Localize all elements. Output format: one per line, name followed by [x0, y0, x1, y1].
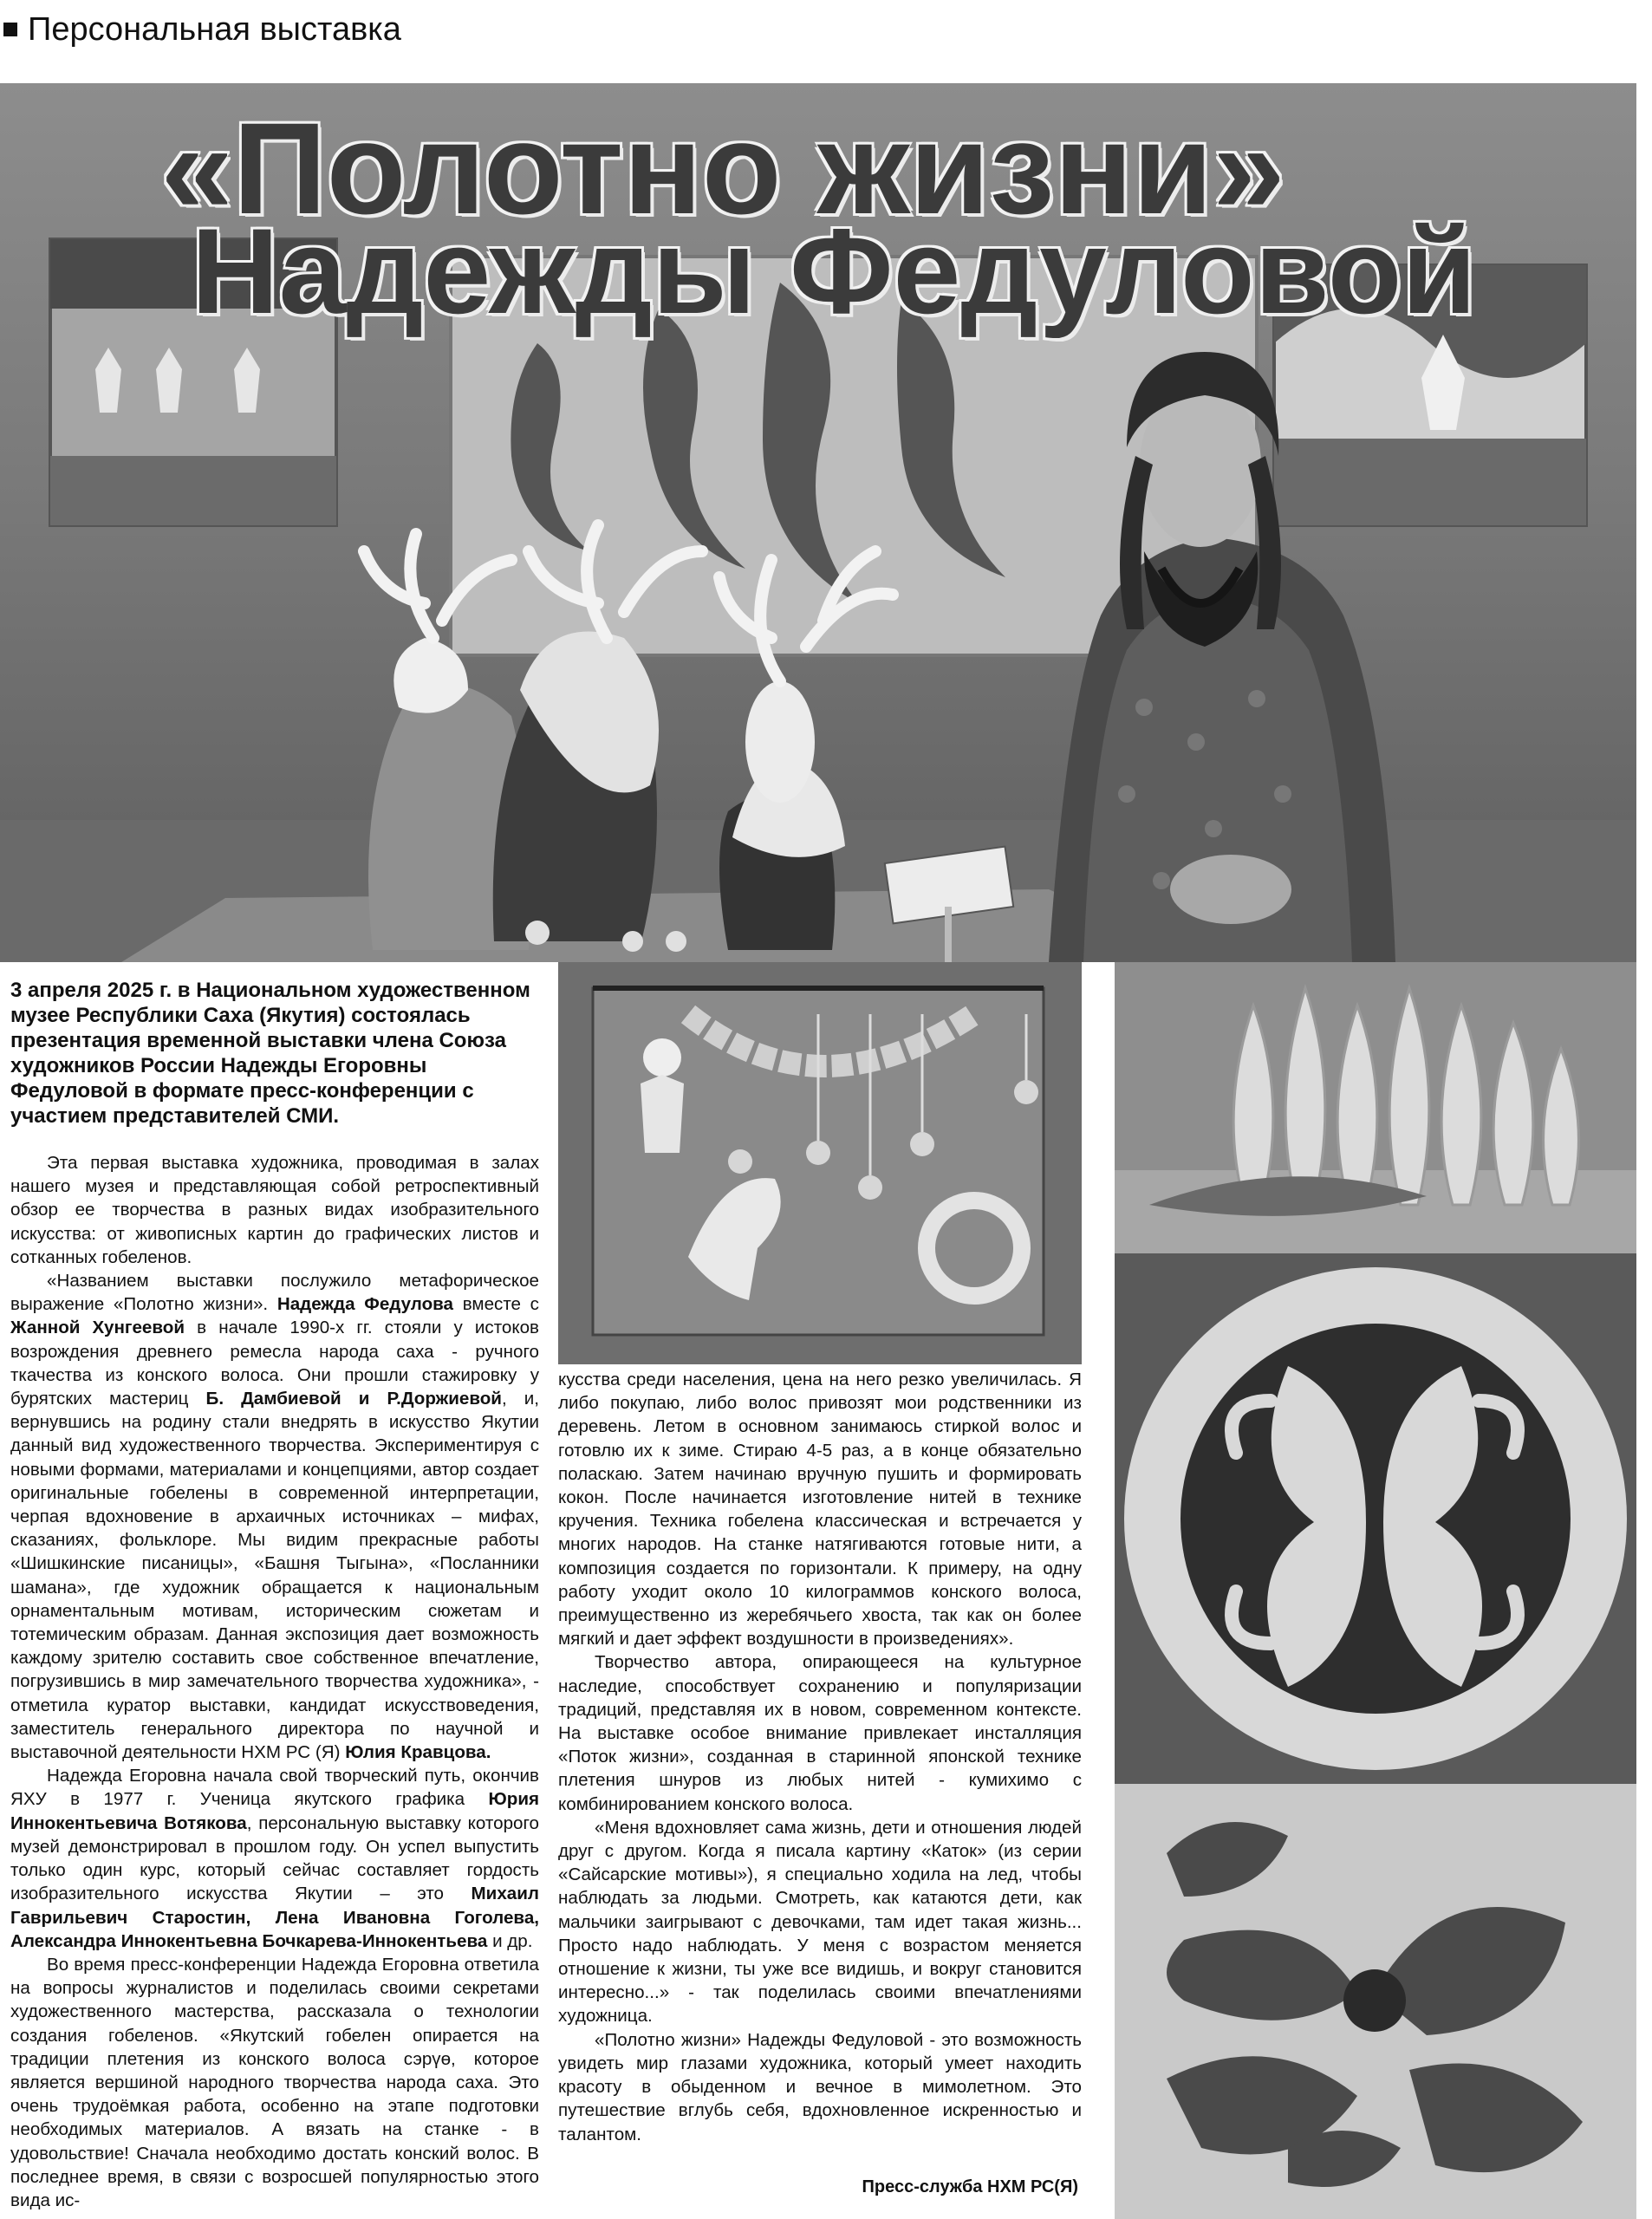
signature: Пресс-служба НХМ РС(Я) — [862, 2177, 1078, 2196]
name-highlight: Жанной Хунгеевой — [10, 1318, 185, 1338]
photo-round-tapestry — [1115, 1253, 1636, 1784]
paragraph: «Полотно жизни» Надежды Федуловой - это возможность увидеть мир глазами художника, который умеет находить красоту в обыденном и вечное в мимолетном. Это путешествие вглубь себя, вдохновленное искренностью и талантом. — [558, 2029, 1082, 2144]
name-highlight: Надежда Федулова — [276, 1294, 454, 1315]
lead-paragraph: 3 апреля 2025 г. в Национальном художественном музее Республики Саха (Якутия) состоялась презентация временной выставки члена Союза художников России Надежды Егоровны Федуловой в формате пресс-конференции с участием представителей СМИ. — [10, 979, 530, 1128]
photo-tapestry-detail — [1115, 1784, 1636, 2219]
rubric — [3, 5, 401, 54]
text-run: , персональную выставку которого музей демонстрировал в прошлом году. Он успел выпустить только один курс, который сейчас составляет гордость изобразительного искусства Якутии – это — [10, 1812, 539, 1904]
name-highlight: Юрия Иннокентьевича Вотякова — [10, 1789, 539, 1833]
rubric-label: Персональная выставка — [28, 10, 401, 48]
text-run: вместе с — [453, 1294, 539, 1315]
text-run: Надежда Егоровна начала свой творческий путь, окончив ЯХУ в 1977 г. Ученица якутского графика — [10, 1766, 539, 1810]
paragraph: Творчество автора, опирающееся на культурное наследие, способствует сохранению и популяризации традиций, представляя их в новом, современном контексте. На выставке особое внимание привлекает инсталляция «Поток жизни», созданная в старинной японской технике плетения шнуров из любых нитей - кумихимо с комбинированием конского волоса. — [558, 1652, 1082, 1814]
text-run: , и, вернувшись на родину стали внедрять в искусство Якутии данный вид художественного творчества. Экспериментируя с новыми формами, материалами и концепциями, автор создает оригинальные гобелены в современной интерпретации, черпая вдохновение в архаичных источниках – мифах, сказаниях, фольклоре. Мы видим прекрасные работы «Шишкинские писаницы», «Башня Тыгына», «Посланники шамана», где художник обращается к национальным орнаментальным мотивам, историческим сюжетам и тотемическим образам. Данная экспозиция дает возможность каждому зрителю составить свое собственное впечатление, погрузившись в мир замечательного творчества художника», - отметила куратор выставки, кандидат искусствоведения, заместитель генерального директора по научной и выставочной деятельности НХМ РС (Я) — [10, 1389, 539, 1763]
photo-fish-sculptures — [1115, 962, 1636, 1253]
paragraph: «Меня вдохновляет сама жизнь, дети и отношения людей друг с другом. Когда я писала картину «Каток» (из серии «Сайсарские мотивы»), я специально ходила на лед, чтобы наблюдать за людьми. Смотреть, как катаются дети, как мальчики заигрывают с девочками, там идет такая жизнь... Просто надо наблюдать. У меня с возрастом меняется отношение к жизни, ты уже все видишь, и вокруг становится интересно...» - так поделилась своими впечатлениями художница. — [558, 1817, 1082, 2027]
article-column-2 — [558, 1368, 1082, 2174]
name-highlight: Михаил Гаврильевич Старостин, Лена Ивановна Гоголева, Александра Иннокентьевна Бочкарева-Иннокентьева — [10, 1884, 539, 1951]
text-run: и др. — [487, 1930, 533, 1951]
photo-installation — [558, 962, 1082, 1364]
headline-line-2: Надежды Федуловой — [191, 203, 1477, 339]
name-highlight: Юлия Кравцова. — [345, 1742, 491, 1763]
paragraph: Эта первая выставка художника, проводимая в залах нашего музея и представляющая собой ретроспективный обзор ее творчества в разных видах изобразительного искусства: от живописных картин до графических листов и сотканных гобеленов. — [10, 1153, 539, 1267]
headline-line-1: «Полотно жизни» — [160, 95, 1285, 241]
text-run: в начале 1990-х гг. стояли у истоков возрождения древнего ремесла народа саха - ручного ткачества из конского волоса. Они прошли стажировку у бурятских мастериц — [10, 1318, 540, 1409]
text-run: «Названием выставки послужило метафорическое выражение «Полотно жизни». — [10, 1271, 539, 1315]
paragraph: Во время пресс-конференции Надежда Егоровна ответила на вопросы журналистов и поделилась своими секретами художественного мастерства, рассказала о технологии создания гобеленов. «Якутский гобелен опирается на традиции плетения из конского волоса сэрүө, которое является вершиной народного творчества народа саха. Это очень трудоёмкая работа, особенно на этапе подготовки необходимых материалов. А вязать на станке - в удовольствие! Сначала необходимо достать конский волос. В последнее время, в связи с возросшей популярностью этого вида ис- — [10, 1954, 539, 2210]
article-column-1 — [10, 1151, 539, 2216]
paragraph — [10, 1764, 539, 1953]
paragraph — [10, 1269, 539, 1764]
name-highlight: Б. Дамбиевой и Р.Доржиевой — [205, 1389, 502, 1409]
rubric-square-icon — [3, 23, 17, 36]
paragraph: кусства среди населения, цена на него резко увеличилась. Я либо покупаю, либо волос привозят мои родственники из деревень. Летом в основном занимаюсь стиркой волос и готовлю их к зиме. Стираю 4-5 раз, а в конце обязательно поласкаю. Затем начинаю вручную пушить и формировать кокон. После начинается изготовление нитей в технике кручения. Техника гобелена классическая и встречается у многих народов. На станке натягиваются готовые нити, а композиция создается по горизонтали. К примеру, на одну работу уходит около 10 килограммов конского волоса, преимущественно из жеребячьего хвоста, так как он более мягкий и дает эффект воздушности в произведениях». — [558, 1370, 1082, 1650]
